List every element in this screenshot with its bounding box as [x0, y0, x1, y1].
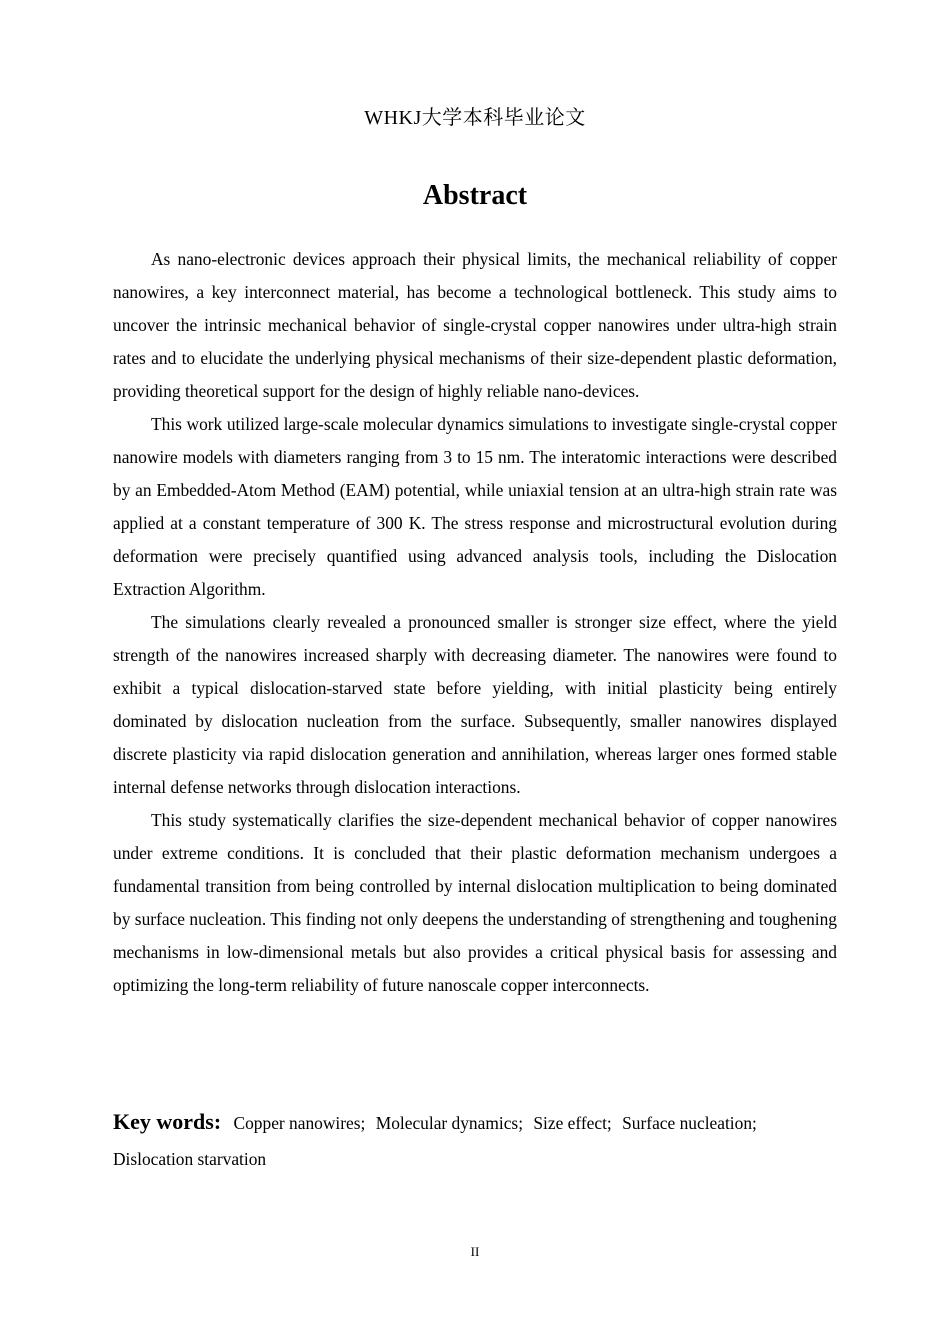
- abstract-paragraph-1: As nano-electronic devices approach their physical limits, the mechanical reliability of copper nanowires, a key interconnect material, has become a technological bottleneck. This study aims to uncover the intrinsic mechanical behavior of single-crystal copper nanowires under ultra-high strain rates and to elucidate the underlying physical mechanisms of their size-dependent plastic deformation, providing theoretical support for the design of highly reliable nano-devices.: [113, 249, 837, 401]
- keyword-item: Copper nanowires;: [233, 1113, 366, 1133]
- abstract-paragraph-2: This work utilized large-scale molecular dynamics simulations to investigate single-crystal copper nanowire models with diameters ranging from 3 to 15 nm. The interatomic interactions were described by an Embedded-Atom Method (EAM) potential, while uniaxial tension at an ultra-high strain rate was applied at a constant temperature of 300 K. The stress response and microstructural evolution during deformation were precisely quantified using advanced analysis tools, including the Dislocation Extraction Algorithm.: [113, 414, 837, 599]
- running-header: WHKJ大学本科毕业论文: [364, 107, 586, 129]
- keywords-label: Key words:: [113, 1109, 222, 1134]
- abstract-paragraph-4: This study systematically clarifies the size-dependent mechanical behavior of copper nanowires under extreme conditions. It is concluded that their plastic deformation mechanism undergoes a fundamental transition from being controlled by internal dislocation multiplication to being dominated by surface nucleation. This finding not only deepens the understanding of strengthening and toughening mechanisms in low-dimensional metals but also provides a critical physical basis for assessing and optimizing the long-term reliability of future nanoscale copper interconnects.: [113, 810, 837, 995]
- keyword-item: Dislocation starvation: [113, 1149, 267, 1169]
- abstract-title: Abstract: [422, 180, 528, 211]
- keywords-section: [113, 1104, 837, 1177]
- page-number: II: [470, 1244, 480, 1259]
- abstract-paragraph-3: The simulations clearly revealed a pronounced smaller is stronger size effect, where the yield strength of the nanowires increased sharply with decreasing diameter. The nanowires were found to exhibit a typical dislocation-starved state before yielding, with initial plasticity being entirely dominated by dislocation nucleation from the surface. Subsequently, smaller nanowires displayed discrete plasticity via rapid dislocation generation and annihilation, whereas larger ones formed stable internal defense networks through dislocation interactions.: [113, 612, 837, 797]
- keyword-item: Surface nucleation;: [622, 1113, 757, 1133]
- keyword-item: Size effect;: [533, 1113, 612, 1133]
- abstract-body: [113, 243, 837, 1002]
- keyword-item: Molecular dynamics;: [375, 1113, 524, 1133]
